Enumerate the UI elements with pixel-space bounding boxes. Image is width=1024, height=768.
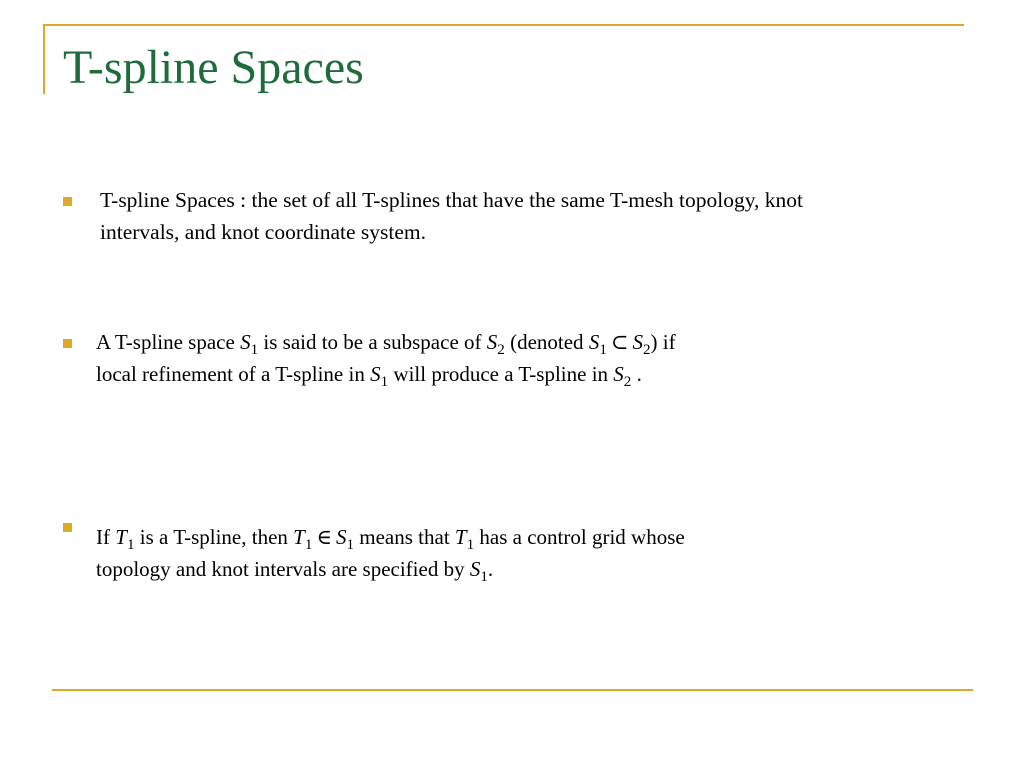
square-bullet-icon [63, 339, 72, 348]
text-run: . [487, 557, 494, 581]
bullet-text-3 [96, 521, 685, 585]
text-run: topology and knot intervals are specified by [96, 557, 470, 581]
text-run: A T-spline space [96, 330, 241, 354]
math-var: T [293, 525, 305, 549]
math-subscript: 1 [346, 536, 355, 553]
bullet-text-1 [100, 184, 803, 248]
square-bullet-icon [63, 197, 72, 206]
text-run: means that [354, 525, 455, 549]
math-var: T [454, 525, 467, 549]
math-subscript: 1 [126, 536, 135, 553]
text-run: has a control grid whose [474, 525, 685, 549]
square-bullet-icon [63, 523, 72, 532]
math-subscript: 2 [642, 341, 651, 358]
math-var: S [240, 330, 251, 354]
text-run: is a T-spline, then [134, 525, 294, 549]
math-subscript: 1 [250, 341, 259, 358]
slide-title: T-spline Spaces [63, 41, 364, 94]
math-var: T [115, 525, 127, 549]
text-run: is said to be a subspace of [258, 330, 487, 354]
math-var: S [613, 362, 624, 386]
text-run: . [631, 362, 642, 386]
math-var: S [469, 557, 481, 581]
bullet-1-line-1: T-spline Spaces : the set of all T-splines that have the same T-mesh topology, knot [100, 188, 804, 212]
math-subscript: 1 [466, 536, 475, 553]
math-var: S [370, 362, 381, 386]
frame-top-rule [44, 24, 964, 26]
text-run: will produce a T-spline in [388, 362, 614, 386]
math-subscript: 1 [480, 568, 488, 585]
text-run: local refinement of a T-spline in [96, 362, 371, 386]
math-subscript: 2 [497, 341, 505, 358]
math-subscript: 1 [380, 373, 389, 390]
math-var: S [486, 330, 498, 354]
text-run: If [96, 525, 116, 549]
math-var: S [588, 330, 600, 354]
math-subscript: 2 [623, 373, 632, 390]
math-var: S [335, 525, 347, 549]
text-run: ) if [650, 330, 676, 354]
math-subscript: 1 [304, 536, 313, 553]
bullet-1-line-2: intervals, and knot coordinate system. [100, 220, 427, 244]
frame-bottom-rule [52, 689, 973, 691]
math-var: S [632, 330, 643, 354]
text-run: (denoted [504, 330, 589, 354]
subset-symbol: ⊂ [610, 330, 629, 354]
bullet-text-2 [96, 326, 676, 390]
math-subscript: 1 [599, 341, 607, 358]
element-of-symbol: ∈ [316, 525, 332, 549]
frame-left-rule [43, 24, 45, 94]
